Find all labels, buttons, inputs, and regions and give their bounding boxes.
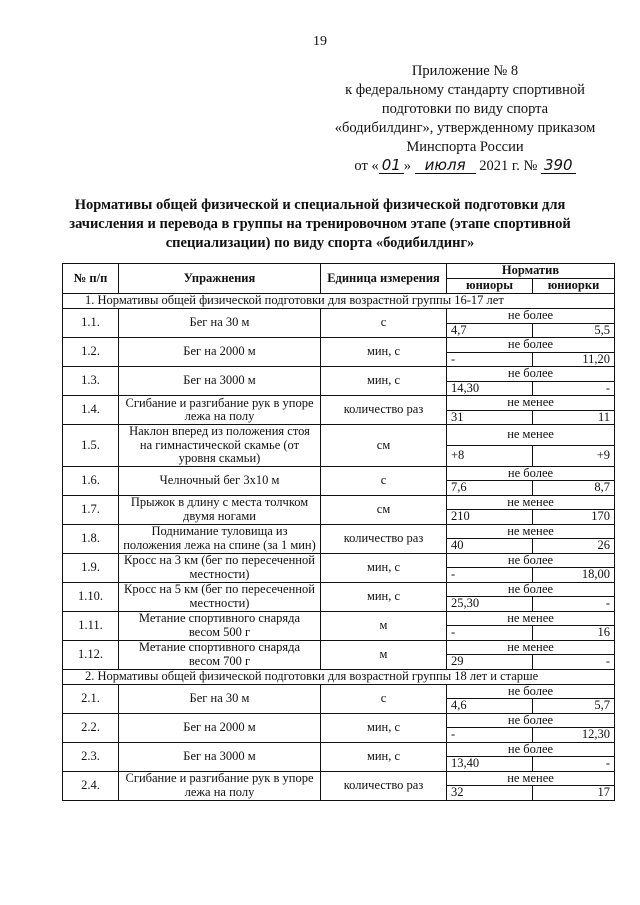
unit-cell: мин, с (321, 742, 447, 771)
value-juniors-f: 16 (533, 626, 615, 641)
norm-condition: не более (447, 338, 615, 353)
value-juniors: - (447, 728, 533, 743)
table-row (63, 338, 615, 353)
appendix-line: подготовки по виду спорта (381, 101, 549, 117)
value-juniors-f: 11 (533, 410, 615, 425)
exercise-name: Кросс на 5 км (бег по пересеченной местности) (119, 582, 321, 611)
exercise-name: Кросс на 3 км (бег по пересеченной местности) (119, 553, 321, 582)
section-row (63, 669, 615, 684)
row-number: 1.9. (63, 553, 119, 582)
unit-cell: м (321, 640, 447, 669)
value-juniors-f: 170 (533, 510, 615, 525)
value-juniors: 210 (447, 510, 533, 525)
norm-condition: не более (447, 582, 615, 597)
exercise-name: Метание спортивного снаряда весом 700 г (119, 640, 321, 669)
unit-cell: количество раз (321, 524, 447, 553)
section-row (63, 294, 615, 309)
exercise-name: Наклон вперед из положения стоя на гимнастической скамье (от уровня скамьи) (119, 425, 321, 467)
norm-condition: не более (447, 684, 615, 699)
unit-cell: мин, с (321, 553, 447, 582)
value-juniors: - (447, 626, 533, 641)
norm-condition: не более (447, 367, 615, 382)
value-juniors: 4,7 (447, 323, 533, 338)
norm-condition: не более (447, 742, 615, 757)
row-number: 1.1. (63, 309, 119, 338)
row-number: 1.11. (63, 611, 119, 640)
value-juniors-f: 8,7 (533, 481, 615, 496)
norm-condition: не менее (447, 425, 615, 446)
row-number: 1.8. (63, 524, 119, 553)
value-juniors: - (447, 352, 533, 367)
value-juniors-f: 11,20 (533, 352, 615, 367)
table-row (63, 524, 615, 539)
appendix-block (330, 62, 600, 176)
value-juniors: - (447, 568, 533, 583)
value-juniors: 31 (447, 410, 533, 425)
handwritten-day: 01 (379, 158, 404, 174)
value-juniors: +8 (447, 445, 533, 466)
table-row (63, 611, 615, 626)
row-number: 2.4. (63, 771, 119, 800)
table-row (63, 771, 615, 786)
row-number: 1.5. (63, 425, 119, 467)
table-row (63, 582, 615, 597)
norm-condition: не менее (447, 495, 615, 510)
value-juniors: 25,30 (447, 597, 533, 612)
header-juniors-f: юниорки (533, 279, 615, 294)
value-juniors-f: - (533, 381, 615, 396)
unit-cell: с (321, 684, 447, 713)
value-juniors: 7,6 (447, 481, 533, 496)
table-row (63, 425, 615, 446)
page-number: 19 (313, 34, 327, 49)
header-unit: Единица измерения (321, 264, 447, 294)
row-number: 2.3. (63, 742, 119, 771)
value-juniors: 32 (447, 786, 533, 801)
value-juniors-f: 17 (533, 786, 615, 801)
row-number: 1.2. (63, 338, 119, 367)
value-juniors: 29 (447, 655, 533, 670)
value-juniors-f: 18,00 (533, 568, 615, 583)
table-row (63, 742, 615, 757)
handwritten-month: июля (415, 158, 476, 174)
exercise-name: Бег на 30 м (119, 684, 321, 713)
unit-cell: количество раз (321, 396, 447, 425)
value-juniors: 4,6 (447, 699, 533, 714)
value-juniors: 14,30 (447, 381, 533, 396)
value-juniors-f: 26 (533, 539, 615, 554)
exercise-name: Бег на 3000 м (119, 367, 321, 396)
appendix-line: к федеральному стандарту спортивной (345, 82, 585, 98)
norm-condition: не менее (447, 611, 615, 626)
value-juniors-f: 5,5 (533, 323, 615, 338)
norms-table (62, 263, 615, 801)
table-row (63, 553, 615, 568)
section-title: 1. Нормативы общей физической подготовки для возрастной группы 16-17 лет (63, 294, 615, 309)
exercise-name: Бег на 2000 м (119, 338, 321, 367)
table-row (63, 684, 615, 699)
value-juniors-f: - (533, 757, 615, 772)
value-juniors-f: 12,30 (533, 728, 615, 743)
header-juniors: юниоры (447, 279, 533, 294)
value-juniors-f: +9 (533, 445, 615, 466)
value-juniors: 40 (447, 539, 533, 554)
unit-cell: мин, с (321, 338, 447, 367)
exercise-name: Сгибание и разгибание рук в упоре лежа на полу (119, 771, 321, 800)
unit-cell: мин, с (321, 582, 447, 611)
exercise-name: Бег на 30 м (119, 309, 321, 338)
row-number: 1.12. (63, 640, 119, 669)
unit-cell: количество раз (321, 771, 447, 800)
date-prefix: от « (354, 158, 379, 174)
unit-cell: с (321, 466, 447, 495)
table-row (63, 367, 615, 382)
value-juniors: 13,40 (447, 757, 533, 772)
unit-cell: см (321, 495, 447, 524)
norm-condition: не менее (447, 771, 615, 786)
norms-table-body (63, 294, 615, 801)
exercise-name: Поднимание туловища из положения лежа на спине (за 1 мин) (119, 524, 321, 553)
row-number: 2.1. (63, 684, 119, 713)
value-juniors-f: 5,7 (533, 699, 615, 714)
row-number: 1.10. (63, 582, 119, 611)
header-norm: Норматив (447, 264, 615, 279)
row-number: 1.6. (63, 466, 119, 495)
norm-condition: не более (447, 713, 615, 728)
exercise-name: Метание спортивного снаряда весом 500 г (119, 611, 321, 640)
row-number: 1.3. (63, 367, 119, 396)
table-row (63, 309, 615, 324)
document-title: Нормативы общей физической и специальной физической подготовки для зачисления и перевода в группы на тренировочном этапе (этапе спортивной специализации) по виду спорта «бодибилдинг» (69, 197, 571, 251)
table-row (63, 713, 615, 728)
value-juniors-f: - (533, 597, 615, 612)
norm-condition: не более (447, 466, 615, 481)
appendix-line: Минспорта России (406, 139, 524, 155)
exercise-name: Сгибание и разгибание рук в упоре лежа на полу (119, 396, 321, 425)
table-row (63, 495, 615, 510)
exercise-name: Прыжок в длину с места толчком двумя ногами (119, 495, 321, 524)
header-num: № п/п (63, 264, 119, 294)
norm-condition: не менее (447, 396, 615, 411)
unit-cell: м (321, 611, 447, 640)
table-row (63, 396, 615, 411)
unit-cell: с (321, 309, 447, 338)
row-number: 1.7. (63, 495, 119, 524)
unit-cell: см (321, 425, 447, 467)
value-juniors-f: - (533, 655, 615, 670)
appendix-line: «бодибилдинг», утвержденному приказом (334, 120, 596, 136)
norm-condition: не менее (447, 640, 615, 655)
row-number: 2.2. (63, 713, 119, 742)
norm-condition: не менее (447, 524, 615, 539)
exercise-name: Челночный бег 3x10 м (119, 466, 321, 495)
table-row (63, 466, 615, 481)
section-title: 2. Нормативы общей физической подготовки для возрастной группы 18 лет и старше (63, 669, 615, 684)
table-row (63, 640, 615, 655)
appendix-line: Приложение № 8 (411, 63, 519, 79)
date-mid: » (403, 158, 412, 174)
norm-condition: не более (447, 553, 615, 568)
norm-condition: не более (447, 309, 615, 324)
handwritten-order-number: 390 (541, 158, 576, 174)
order-date-line (330, 157, 600, 176)
exercise-name: Бег на 3000 м (119, 742, 321, 771)
year-part: 2021 г. № (479, 158, 538, 174)
unit-cell: мин, с (321, 713, 447, 742)
row-number: 1.4. (63, 396, 119, 425)
exercise-name: Бег на 2000 м (119, 713, 321, 742)
unit-cell: мин, с (321, 367, 447, 396)
header-exercise: Упражнения (119, 264, 321, 294)
